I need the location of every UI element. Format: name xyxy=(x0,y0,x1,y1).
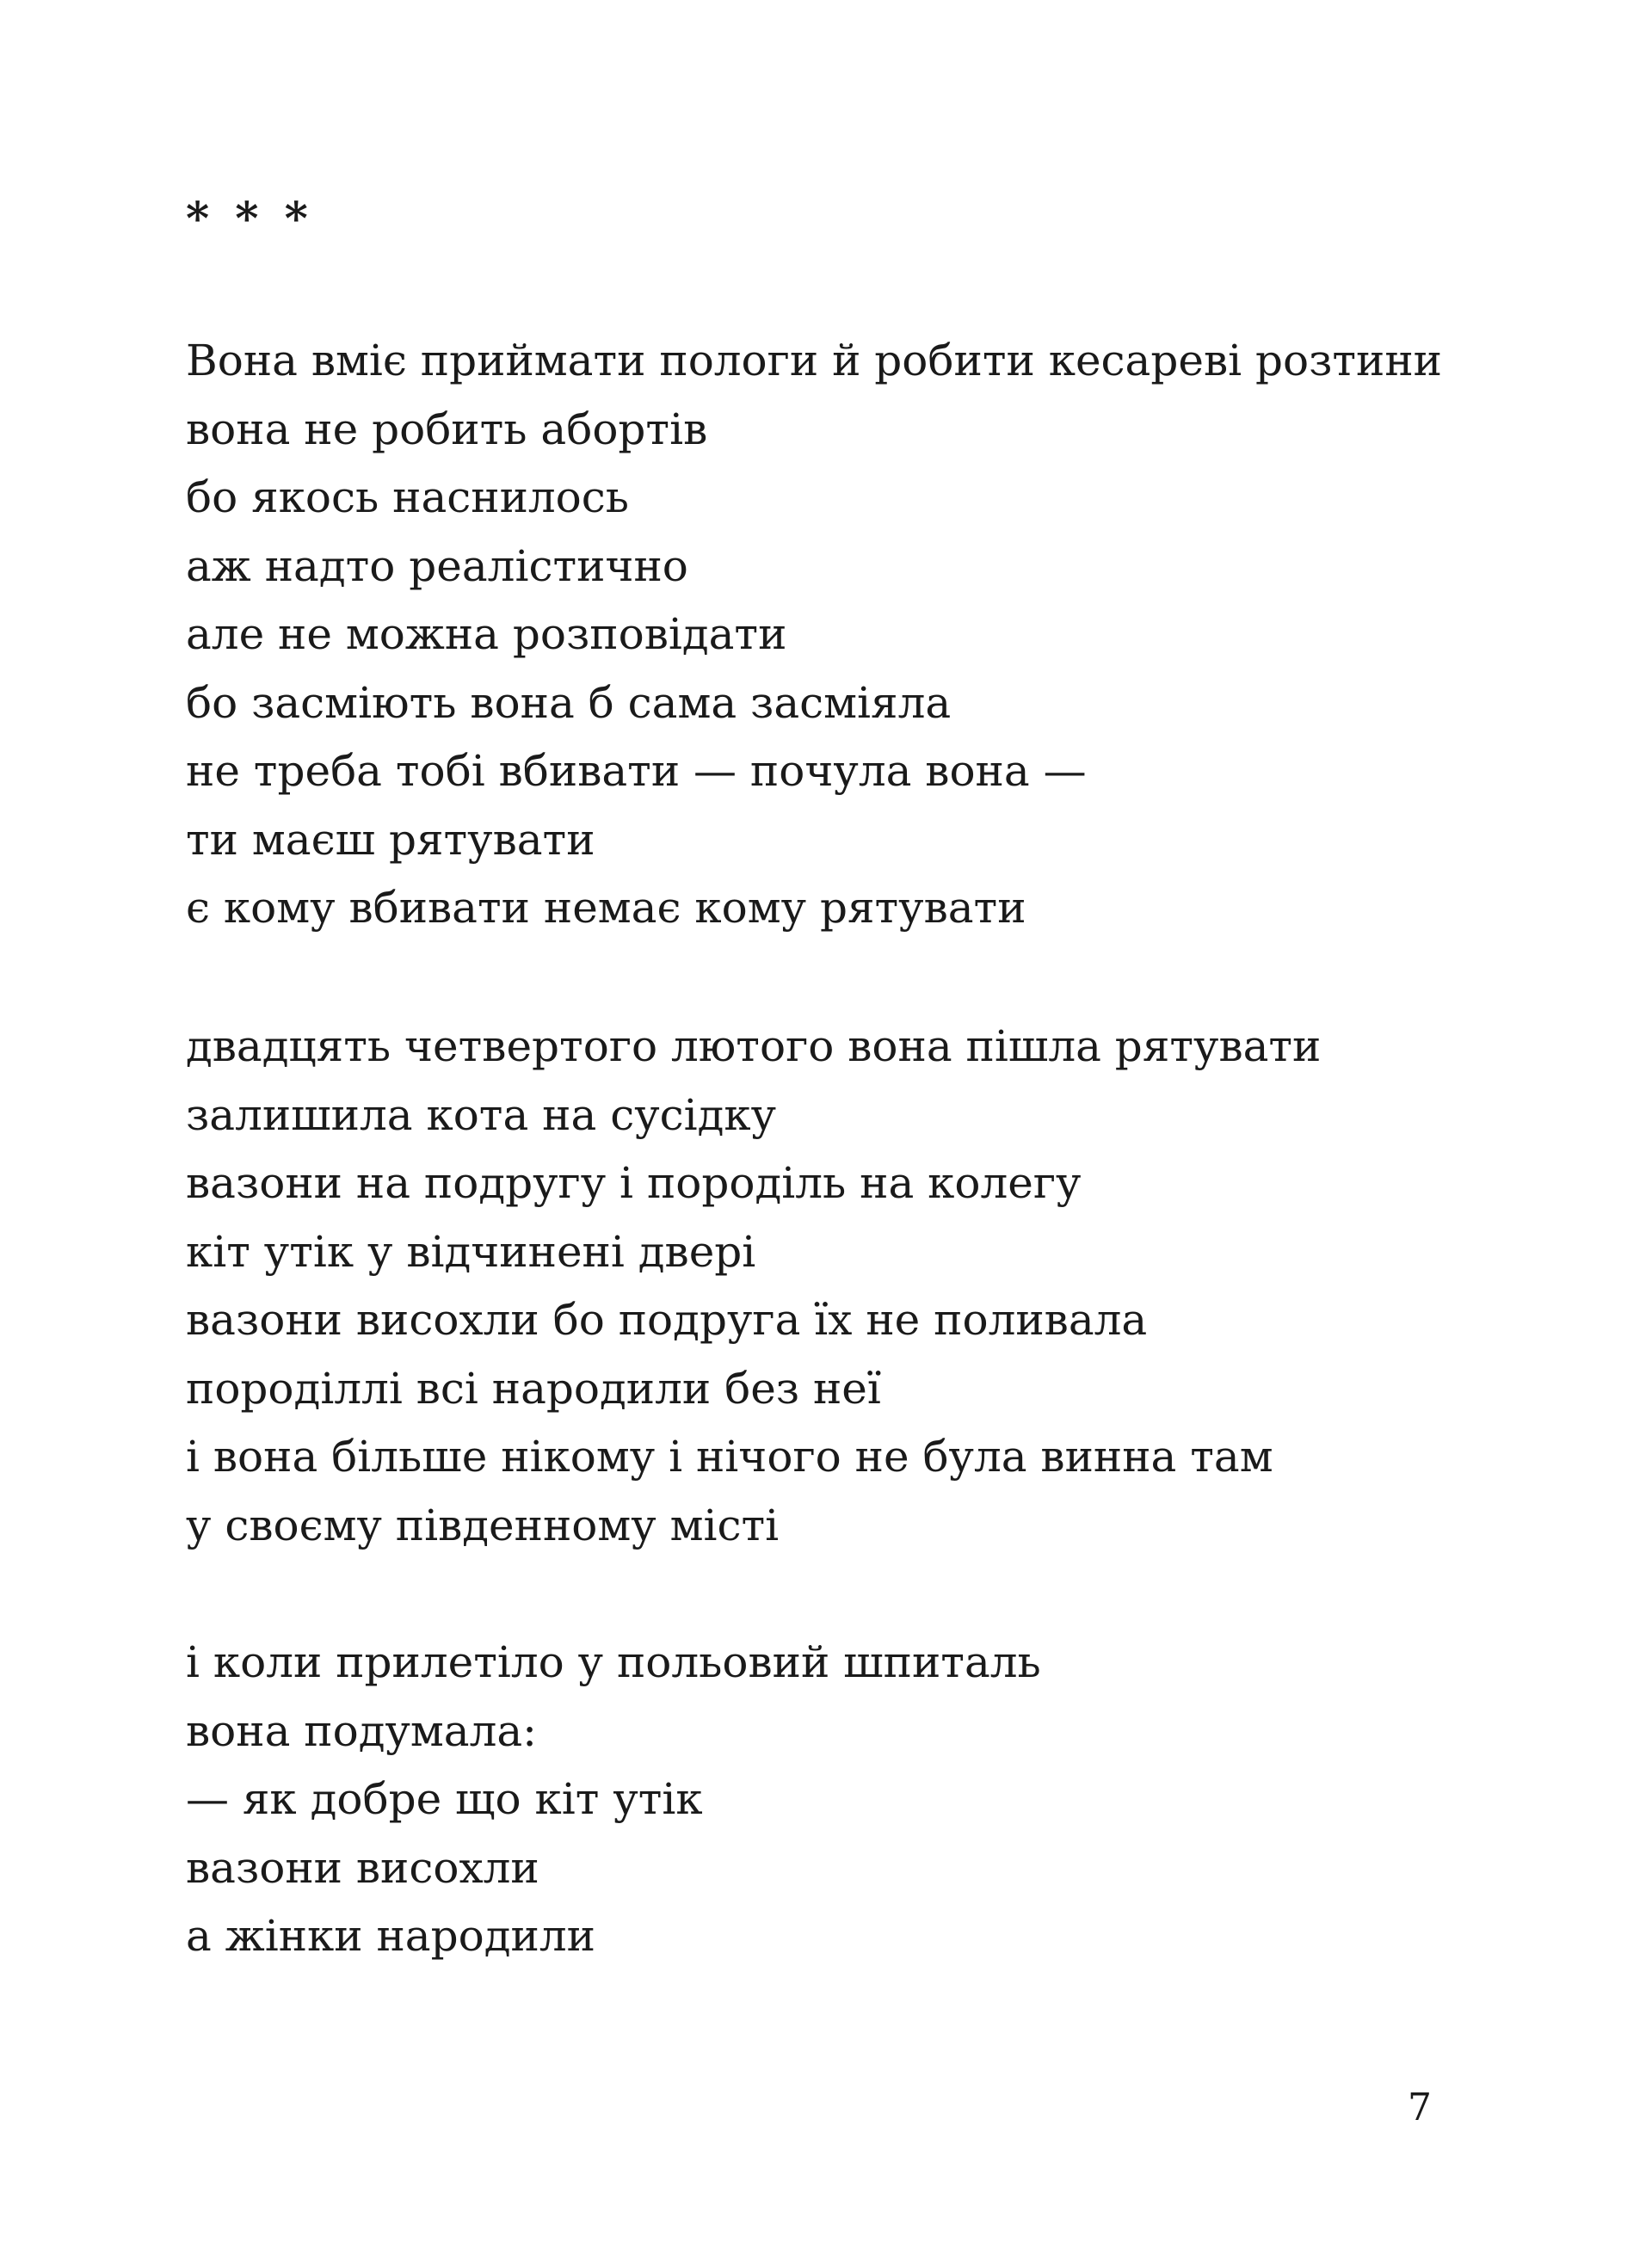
poem-line: — як добре що кіт утік xyxy=(186,1774,703,1824)
poem-line: кіт утік у відчинені двері xyxy=(186,1226,756,1277)
poem-line: є кому вбивати немає кому рятувати xyxy=(186,883,1026,933)
poem-line: вазони на подругу і породіль на колегу xyxy=(186,1158,1082,1208)
poem-line: двадцять четвертого лютого вона пішла рятувати xyxy=(186,1021,1322,1071)
stanza-1 xyxy=(186,327,1442,943)
poem-line: ти маєш рятувати xyxy=(186,814,595,865)
poem-line: залишила кота на сусідку xyxy=(186,1089,777,1140)
page-number: 7 xyxy=(1408,2086,1432,2129)
poem-line: вона подумала: xyxy=(186,1705,538,1756)
poem-line: у своєму південному місті xyxy=(186,1500,780,1550)
stanza-2 xyxy=(186,1013,1321,1560)
poem-line: бо засміють вона б сама засміяла xyxy=(186,677,952,728)
poem-line: і коли прилетіло у польовий шпиталь xyxy=(186,1637,1041,1687)
poem-line: вазони висохли xyxy=(186,1842,539,1893)
poem-line: вазони висохли бо подруга їх не поливала xyxy=(186,1295,1148,1345)
poem-line: вона не робить абортів xyxy=(186,404,708,454)
poem-line: але не можна розповідати xyxy=(186,609,787,659)
poem-line: Вона вміє приймати пологи й робити кесареві розтини xyxy=(186,336,1443,385)
poem-line: не треба тобі вбивати — почула вона — xyxy=(186,746,1087,796)
stanza-3 xyxy=(186,1629,1041,1971)
poem-line: і вона більше нікому і нічого не була винна там xyxy=(186,1432,1273,1482)
section-separator: * * * xyxy=(186,193,313,245)
poem-line: а жінки народили xyxy=(186,1911,595,1961)
poem-line: бо якось наснилось xyxy=(186,472,629,522)
poem-line: аж надто реалістично xyxy=(186,540,688,591)
poem-line: породіллі всі народили без неї xyxy=(186,1363,881,1414)
